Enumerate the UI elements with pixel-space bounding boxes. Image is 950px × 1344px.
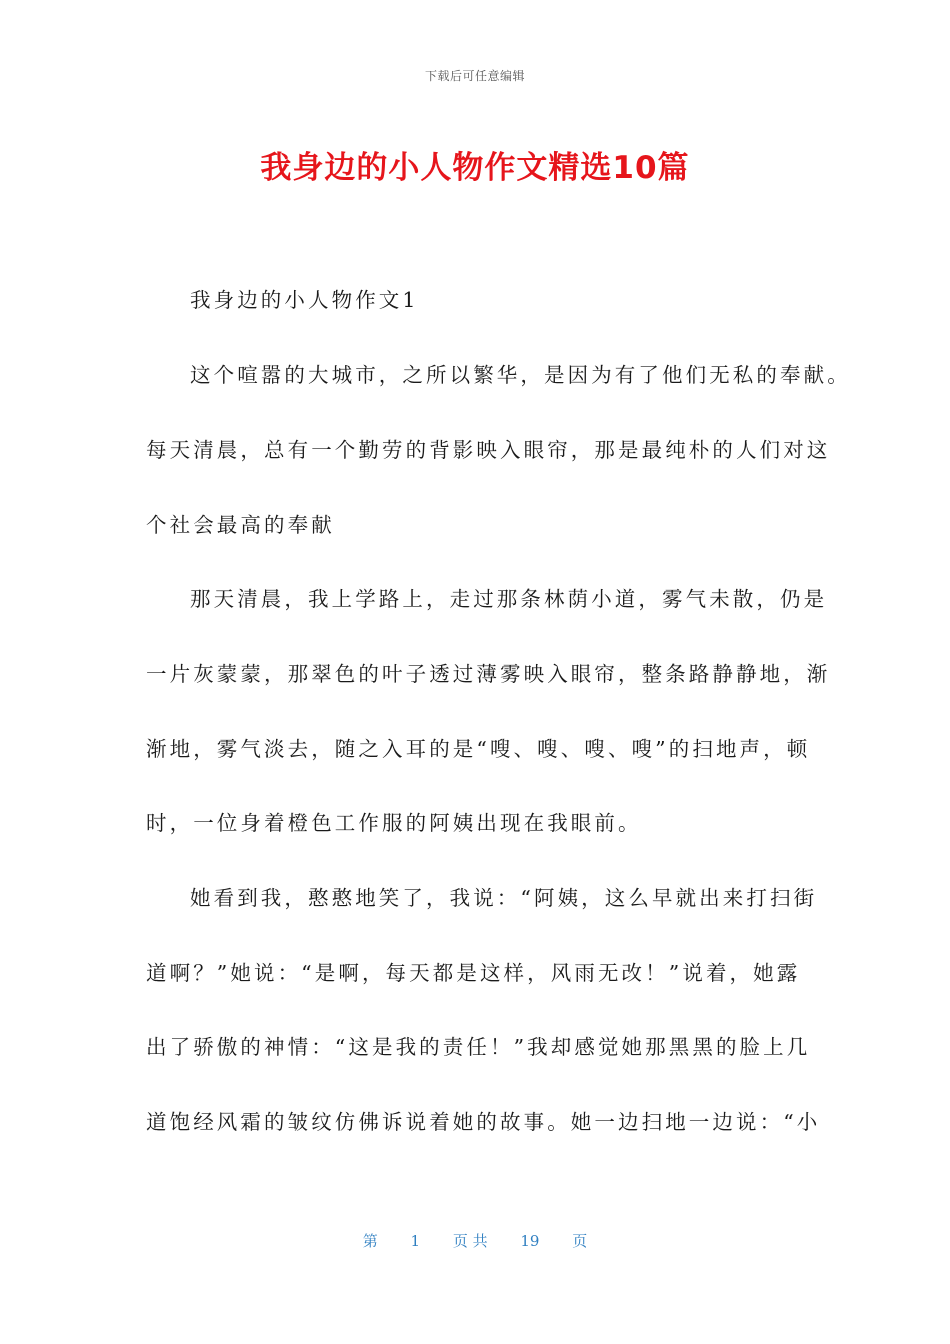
document-title: 我身边的小人物作文精选10篇 xyxy=(260,150,690,186)
paragraph-line: 道饱经风霜的皱纹仿佛诉说着她的故事。她一边扫地一边说：“小 xyxy=(146,1110,821,1134)
page-footer xyxy=(0,1230,950,1251)
section-heading: 我身边的小人物作文1 xyxy=(190,288,419,312)
paragraph-line: 个社会最高的奉献 xyxy=(146,513,335,537)
paragraph-line: 道啊？”她说：“是啊，每天都是这样，风雨无改！”说着，她露 xyxy=(146,961,801,985)
footer-suffix: 页 xyxy=(572,1232,588,1250)
paragraph-line: 那天清晨，我上学路上，走过那条林荫小道，雾气未散，仍是 xyxy=(190,587,828,611)
paragraph-line: 她看到我，憨憨地笑了，我说：“阿姨，这么早就出来打扫街 xyxy=(190,886,818,910)
footer-prefix: 第 xyxy=(362,1232,378,1250)
paragraph-line: 一片灰蒙蒙，那翠色的叶子透过薄雾映入眼帘，整条路静静地，渐 xyxy=(146,662,831,686)
header-note: 下载后可任意编辑 xyxy=(424,69,525,83)
total-pages: 19 xyxy=(520,1232,540,1250)
footer-mid: 页 共 xyxy=(452,1232,488,1250)
paragraph-line: 每天清晨，总有一个勤劳的背影映入眼帘，那是最纯朴的人们对这 xyxy=(146,438,831,462)
paragraph-line: 出了骄傲的神情：“这是我的责任！”我却感觉她那黑黑的脸上几 xyxy=(146,1035,811,1059)
paragraph-line: 渐地，雾气淡去，随之入耳的是“嗖、嗖、嗖、嗖”的扫地声，顿 xyxy=(146,737,811,761)
paragraph-line: 这个喧嚣的大城市，之所以繁华，是因为有了他们无私的奉献。 xyxy=(190,363,851,387)
current-page-number: 1 xyxy=(410,1232,421,1250)
paragraph-line: 时，一位身着橙色工作服的阿姨出现在我眼前。 xyxy=(146,811,642,835)
